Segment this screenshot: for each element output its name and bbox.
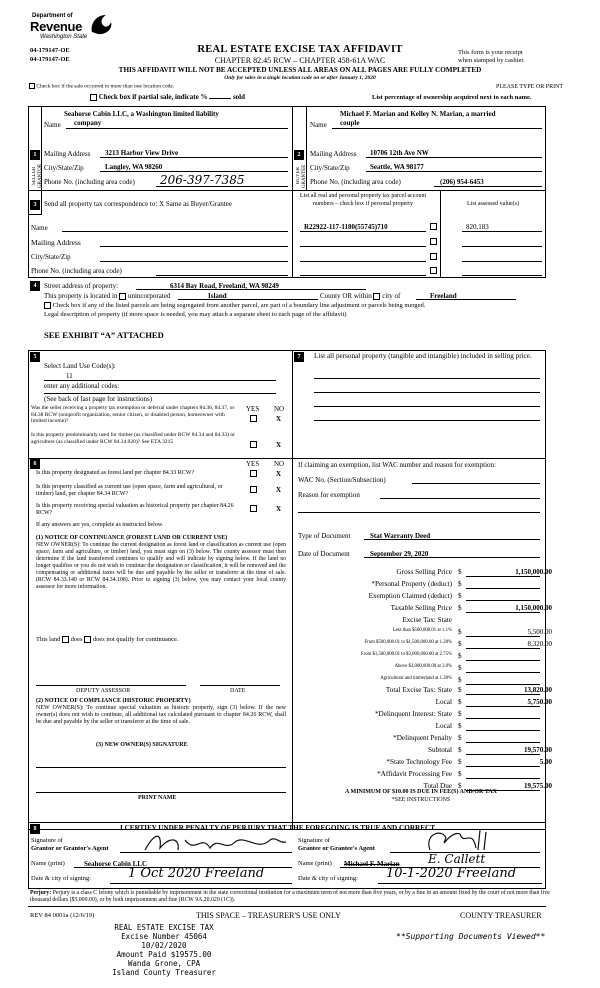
- buyer-mailing-label: Mailing Address: [310, 150, 357, 158]
- department-logo: [28, 12, 118, 46]
- stamp-line-4: Amount Paid $19575.00: [116, 950, 212, 959]
- tax-tier5-label: Agricultural and timberland at 1.28%: [380, 676, 452, 681]
- street-address[interactable]: 6314 Bay Road, Freeland, WA 98249: [170, 282, 279, 290]
- perjury-text: Perjury is a class C felony which is punishable by imprisonment in the state correctional institution for a maximum term of not more than five years, or by a fine in an amount fixed by the court of not more than five thousand dollars ($5,000.00), or by both imprisonment and fine (RCW 9A.20.020 (1C)).: [30, 890, 550, 903]
- buyer-phone-label: Phone No. (including area code): [310, 178, 401, 186]
- located-label: This property is located in: [44, 292, 118, 300]
- s5-question-2: Is this property predominantly used for timber (as classified under RCW 84.34 and 84.33) or agriculture (as classified under RCW 84.34.020)? See ETA 3215: [31, 432, 235, 445]
- s6-q1-no-mark[interactable]: X: [276, 470, 282, 478]
- if-yes-note: If any answers are yes, complete as instructed below.: [36, 522, 164, 528]
- buyer-name-line1: Michael F. Marian and Kelley N. Marian, a married: [340, 110, 496, 118]
- grantee-date-label: Date & city of signing:: [298, 875, 358, 882]
- parcel-4-personal-checkbox[interactable]: [430, 267, 437, 274]
- legal-description-label: Legal description of property (if more space is needed, you may attach a separate sheet to each page of the affidavit): [44, 311, 347, 318]
- minimum-note: A MINIMUM OF $10.00 IS DUE IN FEE(S) AND/OR TAX: [345, 789, 497, 795]
- parcel-1-personal-checkbox[interactable]: [430, 223, 437, 230]
- s5-no-header: NO: [274, 405, 285, 413]
- state-logo-icon: [88, 12, 114, 36]
- sig-grantor-label-1: Signature of: [31, 837, 63, 844]
- city-of-checkbox[interactable]: [373, 293, 380, 300]
- grantee-signature: [420, 826, 500, 854]
- seller-city[interactable]: Langley, WA 98260: [105, 163, 163, 171]
- s6-q3-yes-checkbox[interactable]: [250, 505, 257, 512]
- tax-tier3-dollar: $: [458, 652, 462, 660]
- s5-question-1: Was the seller receiving a property tax exemption or deferral under chapters 84.36, 84.37, or 84.38 RCW (nonprofit organization, senior citizen, or disabled person, homeowner with limited income)?: [31, 405, 235, 424]
- tax-local-dollar: $: [458, 698, 462, 706]
- section-4-number: 4: [30, 281, 40, 291]
- completion-warning: THIS AFFIDAVIT WILL NOT BE ACCEPTED UNLESS ALL AREAS ON ALL PAGES ARE FULLY COMPLETED: [118, 66, 482, 74]
- doc-date-label: Date of Document: [298, 550, 350, 558]
- county-value[interactable]: Island: [208, 292, 227, 300]
- seller-city-label: City/State/Zip: [44, 164, 84, 172]
- s6-q1-yes-checkbox[interactable]: [250, 470, 257, 477]
- does-not-checkbox[interactable]: [84, 636, 91, 643]
- tax-subtotal-label: Subtotal: [428, 746, 452, 754]
- sig-grantee-label-1: Signature of: [298, 837, 330, 844]
- tax-affidavit-fee-dollar: $: [458, 770, 462, 778]
- tax-tier1-dollar: $: [458, 628, 462, 636]
- tax-taxable-dollar: $: [458, 604, 462, 612]
- wac-label: WAC No. (Section/Subsection): [298, 476, 386, 484]
- new-owner-signature-label: (3) NEW OWNER(S) SIGNATURE: [96, 742, 188, 748]
- stamp-line-1: REAL ESTATE EXCISE TAX: [114, 923, 214, 932]
- form-revision: REV 84 0001a (12/6/19): [30, 912, 95, 919]
- stamp-line-3: 10/02/2020: [141, 941, 187, 950]
- buyer-mailing[interactable]: 10706 12th Ave NW: [370, 149, 429, 157]
- parcel-2-personal-checkbox[interactable]: [430, 238, 437, 245]
- seller-phone-label: Phone No. (including area code): [44, 178, 135, 186]
- buyer-phone[interactable]: (206) 954-6453: [440, 178, 484, 186]
- partial-sale-label: Check box if partial sale, indicate %: [98, 93, 208, 101]
- multi-location-row: [29, 83, 174, 89]
- seller-phone[interactable]: 206-397-7385: [160, 173, 245, 187]
- perjury-notice: [30, 890, 550, 904]
- continuance-title: (1) NOTICE OF CONTINUANCE (FOREST LAND OR CURRENT USE): [36, 535, 228, 541]
- assessed-header: List assessed value(s): [467, 201, 519, 207]
- type-print-note: PLEASE TYPE OR PRINT: [496, 84, 564, 90]
- tax-exemption-label: Exemption Claimed (deduct): [368, 592, 452, 600]
- tax-taxable-value[interactable]: 1,150,000.00: [515, 604, 552, 612]
- receipt-note-1: This form is your receipt: [458, 49, 523, 56]
- tax-delinq-state-label: *Delinquent Interest: State: [374, 710, 452, 718]
- tax-tech-fee-label: *State Technology Fee: [386, 758, 452, 766]
- perjury-label: Perjury:: [30, 890, 52, 896]
- tax-tier5-dollar: $: [458, 676, 462, 684]
- additional-codes-label: enter any additional codes:: [44, 382, 120, 390]
- s5-yes-header: YES: [246, 405, 260, 413]
- seller-name-line1: Seahorse Cabin LLC, a Washington limited liability: [64, 110, 219, 118]
- see-back-note: (See back of last page for instructions): [44, 395, 153, 403]
- tax-tier1-label: Less than $500,000.01 at 1.1%: [392, 628, 452, 633]
- seller-mailing[interactable]: 3213 Harbor View Drive: [105, 149, 179, 157]
- grantee-name-handwritten: E. Callett: [428, 852, 486, 866]
- supporting-docs-stamp: **Supporting Documents Viewed**: [396, 932, 546, 941]
- ownership-note: List percentage of ownership acquired next to each name.: [372, 94, 532, 101]
- parcel-header: List all real and personal property tax parcel account numbers – check box if personal property: [299, 193, 427, 207]
- exemption-claim-label: If claiming an exemption, list WAC number and reason for exemption:: [298, 461, 496, 469]
- dept-line2: Revenue: [30, 19, 83, 34]
- land-use-label: Select Land Use Code(s):: [44, 362, 116, 370]
- certify-statement: I CERTIFY UNDER PENALTY OF PERJURY THAT THE FOREGOING IS TRUE AND CORRECT.: [120, 824, 437, 832]
- tax-delinq-penalty-dollar: $: [458, 734, 462, 742]
- partial-sale-percent-field[interactable]: [209, 98, 231, 99]
- buyer-city-label: City/State/Zip: [310, 164, 350, 172]
- seller-mailing-label: Mailing Address: [44, 150, 91, 158]
- dept-line1: Department of: [32, 13, 73, 19]
- section-5-number: 5: [30, 352, 40, 362]
- tax-excise-label: Excise Tax: State: [402, 616, 452, 624]
- single-location-note: Only for sales in a single location code on or after January 1, 2020: [224, 75, 376, 81]
- section-3-number: 3: [30, 200, 40, 210]
- tax-tier2-value[interactable]: 8,320.00: [527, 640, 552, 648]
- s3-phone-label: Phone No. (including area code): [31, 267, 122, 275]
- grantor-date-label: Date & city of signing:: [31, 875, 91, 882]
- tax-total-due-label: Total Due: [423, 782, 452, 790]
- tax-gross-dollar: $: [458, 568, 462, 576]
- s6-q3-no-mark[interactable]: X: [276, 505, 282, 513]
- location-row: [44, 292, 170, 300]
- doc-date[interactable]: September 29, 2020: [370, 550, 429, 558]
- tax-total-state-dollar: $: [458, 686, 462, 694]
- treasurer-stamp: [108, 923, 220, 977]
- tax-gross-label: Gross Selling Price: [396, 568, 452, 576]
- buyer-city[interactable]: Seattle, WA 98177: [370, 163, 424, 171]
- county-label-row: [320, 292, 400, 300]
- form-title: REAL ESTATE EXCISE TAX AFFIDAVIT: [197, 44, 403, 55]
- assessed-value[interactable]: 820,183: [466, 223, 489, 231]
- tax-personal-label: *Personal Property (deduct): [371, 580, 452, 588]
- county-label: County OR within: [320, 292, 372, 300]
- tax-delinq-state-dollar: $: [458, 710, 462, 718]
- tax-tech-fee-value[interactable]: 5.00: [539, 758, 552, 766]
- s3-mailing-label: Mailing Address: [31, 238, 81, 247]
- seller-side-label: SELLER GRANTOR: [32, 163, 43, 189]
- tax-delinq-local-label: Local: [435, 722, 452, 730]
- does-checkbox[interactable]: [62, 636, 69, 643]
- compliance-title: (2) NOTICE OF COMPLIANCE (HISTORIC PROPERTY): [36, 698, 191, 704]
- tax-tech-fee-dollar: $: [458, 758, 462, 766]
- form-code-1: 04-179147-OE: [30, 47, 70, 54]
- see-instructions-note: *SEE INSTRUCTIONS: [391, 797, 451, 803]
- s5-q1-yes-checkbox[interactable]: [250, 415, 257, 422]
- tax-taxable-label: Taxable Selling Price: [390, 604, 452, 612]
- s6-question-3: Is this property receiving special valuation as historical property per chapter 84.26 RCW?: [36, 503, 234, 516]
- s5-q2-yes-checkbox[interactable]: [250, 441, 257, 448]
- grantee-name-label: Name (print): [298, 860, 332, 867]
- partial-sale-row: [90, 93, 245, 101]
- tax-tier4-dollar: $: [458, 664, 462, 672]
- county-treasurer-label: COUNTY TREASURER: [460, 911, 542, 920]
- tax-local-label: Local: [435, 698, 452, 706]
- compliance-text: NEW OWNER(S): To continue special valuation as historic property, sign (3) below. If the new owner(s) does not wish to continue, all additional tax calculated pursuant to chapter 84.26 RCW, shall be due and payable by the seller or transferor at the time of sale.: [36, 705, 286, 725]
- sold-label: sold: [232, 93, 246, 101]
- section-1-number: 1: [30, 150, 40, 160]
- section-6-number: 6: [30, 459, 40, 469]
- grantee-date-handwritten: 10-1-2020 Freeland: [386, 866, 517, 881]
- exemption-reason-label: Reason for exemption: [298, 491, 360, 499]
- city-value[interactable]: Freeland: [430, 292, 457, 300]
- personal-property-label: List all personal property (tangible and intangible) included in selling price.: [314, 352, 532, 360]
- seller-name-line2: company: [74, 119, 102, 127]
- segregation-row: [44, 302, 425, 309]
- s6-q2-no-mark[interactable]: X: [276, 486, 282, 494]
- sig-grantor-label-2: Grantor or Grantor's Agent: [31, 845, 109, 852]
- s3-name-label: Name: [31, 224, 48, 232]
- section-2-number: 2: [294, 150, 304, 160]
- unincorporated-label: unincorporated: [127, 292, 171, 300]
- tax-total-due-value[interactable]: 19,575.00: [524, 782, 552, 790]
- city-of-label: city of: [382, 292, 401, 300]
- tax-subtotal-value[interactable]: 19,570.00: [524, 746, 552, 754]
- buyer-name-label: Name: [310, 121, 327, 129]
- does-not-label: does not qualify for continuance.: [92, 636, 179, 643]
- treasurer-use-only: THIS SPACE – TREASURER'S USE ONLY: [196, 911, 341, 920]
- stamp-line-6: Island County Treasurer: [112, 968, 216, 977]
- tax-tier2-dollar: $: [458, 640, 462, 648]
- grantee-name-print[interactable]: Michael F. Marian: [344, 860, 400, 868]
- tax-local-value[interactable]: 5,750.00: [527, 698, 552, 706]
- segregation-label: Check box if any of the listed parcels are being segregated from another parcel, are part of a boundary line adjustment or parcels being merged.: [52, 302, 426, 309]
- parcel-number[interactable]: R22922-117-1180(55745)710: [304, 223, 388, 231]
- seller-name-label: Name: [44, 121, 61, 129]
- does-label: does: [70, 636, 83, 643]
- doc-type-label: Type of Document: [298, 532, 351, 540]
- tax-affidavit-fee-label: *Affidavit Processing Fee: [377, 770, 452, 778]
- tax-delinq-penalty-label: *Delinquent Penalty: [393, 734, 452, 742]
- tax-total-state-value[interactable]: 13,820.00: [524, 686, 552, 694]
- tax-tier3-label: From $1,500,000.01 to $3,000,000.00 at 2.75%: [360, 652, 452, 657]
- continuance-text: NEW OWNER(S): To continue the current designation as forest land or classification as current use (open space, farm and agriculture, or timber) land, you must sign on (3) below. The county assessor must then determine if the land transferred continues to qualify and will indicate by signing below. If the land no longer qualifies or you do not wish to continue the designation or classification, it will be removed and the compensating or additional taxes will be due and payable by the seller or transferor at the time of sale. (RCW 84.33.140 or RCW 84.34.108). Prior to signing (3) below, you may contact your local county assessor for more information.: [36, 542, 286, 590]
- s3-city-label: City/State/Zip: [31, 253, 71, 261]
- tax-total-due-dollar: $: [458, 782, 462, 790]
- tax-delinq-local-dollar: $: [458, 722, 462, 730]
- print-name-label: PRINT NAME: [138, 795, 177, 801]
- doc-type[interactable]: Stat Warranty Deed: [370, 532, 431, 540]
- exhibit-reference: SEE EXHIBIT “A” ATTACHED: [44, 330, 164, 340]
- section-7-number: 7: [294, 352, 304, 362]
- assessor-date-label: DATE: [230, 688, 246, 694]
- multi-location-checkbox[interactable]: [29, 83, 35, 89]
- form-code-2: 04-179147-OE: [30, 56, 70, 63]
- correspondence-text: Send all property tax correspondence to: X Same as Buyer/Grantee: [44, 200, 232, 208]
- stamp-line-5: Wanda Grone, CPA: [127, 959, 201, 968]
- unincorporated-checkbox[interactable]: [119, 293, 126, 300]
- s5-q1-no-mark[interactable]: X: [276, 415, 282, 423]
- s6-q2-yes-checkbox[interactable]: [250, 486, 257, 493]
- stamp-line-2: Excise Number 45064: [121, 932, 207, 941]
- this-land-label: This land: [36, 636, 61, 643]
- tax-personal-dollar: $: [458, 580, 462, 588]
- receipt-note-2: when stamped by cashier.: [458, 57, 525, 64]
- grantor-name-label: Name (print): [31, 860, 65, 867]
- tax-subtotal-dollar: $: [458, 746, 462, 754]
- parties-box: [28, 106, 546, 278]
- dept-line3: Washington State: [40, 34, 88, 40]
- s6-question-1: Is this property designated as forest land per chapter 84.33 RCW?: [36, 470, 195, 476]
- deputy-assessor-label: DEPUTY ASSESSOR: [76, 688, 131, 694]
- multi-location-label: Check box if the sale occurred in more than one location code.: [36, 83, 175, 90]
- tax-gross-value[interactable]: 1,150,000.00: [515, 568, 552, 576]
- grantor-name-print[interactable]: Seahorse Cabin LLC: [84, 860, 148, 868]
- sig-grantee-label-2: Grantee or Grantee's Agent: [298, 845, 375, 852]
- tax-total-state-label: Total Excise Tax: State: [385, 686, 452, 694]
- land-use-code[interactable]: 11: [66, 372, 73, 380]
- tax-tier2-label: From $500,000.01 to $1,500,000.00 at 1.28%: [364, 640, 452, 645]
- s6-yes-header: YES: [246, 460, 260, 468]
- tax-exemption-dollar: $: [458, 592, 462, 600]
- buyer-name-line2: couple: [340, 119, 360, 127]
- tax-tier4-label: Above $3,000,000.00 at 3.0%: [394, 664, 452, 669]
- grantor-date-handwritten: 1 Oct 2020 Freeland: [128, 866, 265, 881]
- form-subtitle: CHAPTER 82.45 RCW – CHAPTER 458-61A WAC: [214, 56, 386, 65]
- section-8-number: 8: [30, 824, 40, 834]
- street-label: Street address of property:: [44, 282, 119, 290]
- s6-question-2: Is this property classified as current use (open space, farm and agricultural, or timber) land, per chapter 84.34 RCW?: [36, 484, 223, 497]
- buyer-side-label: BUYER GRANTEE: [296, 164, 307, 188]
- s6-no-header: NO: [274, 460, 285, 468]
- s5-q2-no-mark[interactable]: X: [276, 441, 282, 449]
- this-land-row: [36, 636, 179, 643]
- tax-tier1-value[interactable]: 5,500.00: [527, 628, 552, 636]
- segregation-checkbox[interactable]: [44, 302, 51, 309]
- parcel-3-personal-checkbox[interactable]: [430, 253, 437, 260]
- partial-sale-checkbox[interactable]: [90, 94, 97, 101]
